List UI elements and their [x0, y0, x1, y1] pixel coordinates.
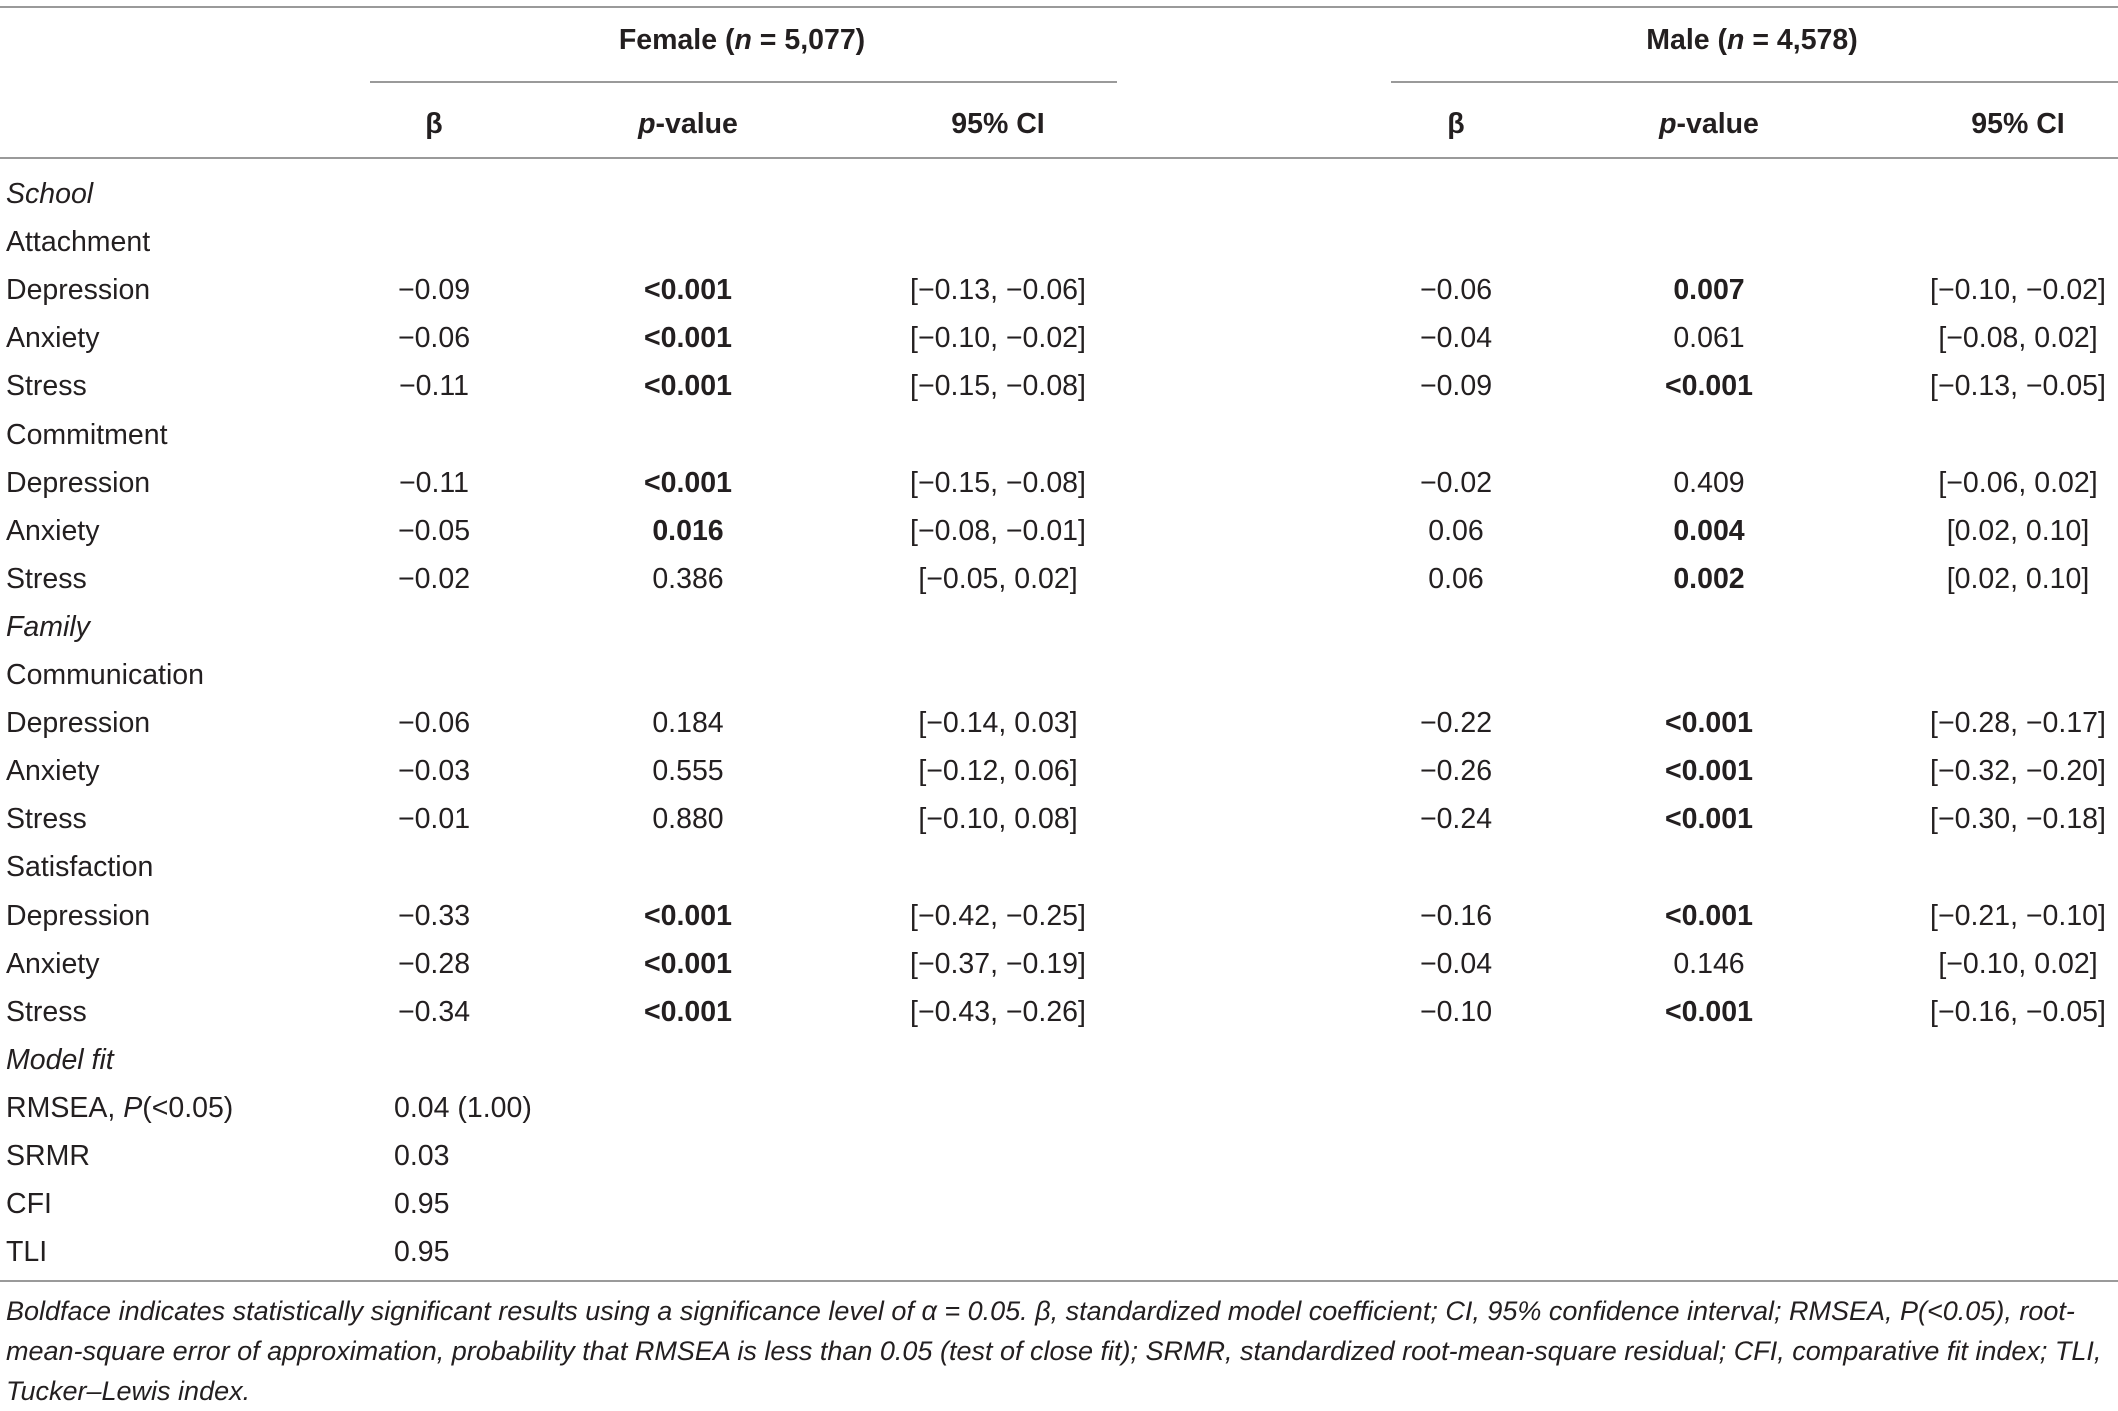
female-p-cell: 0.555	[652, 755, 724, 787]
fit-label: CFI	[6, 1188, 52, 1220]
female-beta-cell: −0.05	[397, 515, 471, 547]
male-beta-cell: 0.06	[1428, 515, 1484, 547]
fit-label: RMSEA, P(<0.05)	[6, 1092, 234, 1124]
female-beta-cell: −0.03	[397, 755, 471, 787]
male-p-cell: 0.004	[1673, 515, 1745, 547]
male-ci-cell: [0.02, 0.10]	[1946, 563, 2090, 595]
male-group-header: Male (n = 4,578)	[1646, 24, 1858, 56]
female-p-cell: <0.001	[644, 467, 732, 499]
female-ci-cell: [−0.13, −0.06]	[910, 274, 1086, 306]
female-group-header: Female (n = 5,077)	[618, 24, 866, 56]
male-p-cell: <0.001	[1665, 996, 1753, 1028]
male-ci-cell: [−0.16, −0.05]	[1930, 996, 2106, 1028]
fit-value: 0.04 (1.00)	[394, 1092, 532, 1124]
female-p-cell: <0.001	[644, 274, 732, 306]
female-ci-cell: [−0.37, −0.19]	[910, 948, 1086, 980]
female-ci-cell: [−0.43, −0.26]	[910, 996, 1086, 1028]
female-ci-cell: [−0.10, 0.08]	[918, 803, 1078, 835]
male-ci-cell: [0.02, 0.10]	[1946, 515, 2090, 547]
section-label: Model fit	[6, 1044, 114, 1076]
female-p-cell: 0.880	[652, 803, 724, 835]
female-beta-cell: −0.06	[397, 707, 471, 739]
male-beta-cell: −0.24	[1419, 803, 1493, 835]
row-label: Depression	[6, 900, 151, 932]
row-label: Stress	[6, 996, 87, 1028]
male-p-cell: 0.002	[1673, 563, 1745, 595]
male-beta-cell: 0.06	[1428, 563, 1484, 595]
female-beta-cell: −0.11	[399, 370, 469, 402]
fit-value: 0.95	[394, 1236, 450, 1268]
male-beta-cell: −0.26	[1419, 755, 1493, 787]
female-ci-cell: [−0.14, 0.03]	[918, 707, 1078, 739]
male-p-header: p-value	[1659, 108, 1759, 140]
male-p-cell: <0.001	[1665, 803, 1753, 835]
female-ci-cell: [−0.10, −0.02]	[910, 322, 1086, 354]
male-p-cell: <0.001	[1665, 900, 1753, 932]
female-group-rule	[370, 81, 1117, 83]
female-ci-cell: [−0.05, 0.02]	[918, 563, 1078, 595]
female-p-header: p-value	[638, 108, 738, 140]
section-label: School	[6, 178, 94, 210]
male-p-cell: <0.001	[1665, 370, 1753, 402]
male-ci-cell: [−0.32, −0.20]	[1930, 755, 2106, 787]
table-bottom-rule	[0, 1280, 2118, 1282]
row-label: Depression	[6, 707, 151, 739]
male-ci-cell: [−0.06, 0.02]	[1938, 467, 2098, 499]
female-beta-cell: −0.02	[397, 563, 471, 595]
subsection-label: Attachment	[6, 226, 151, 258]
fit-value: 0.95	[394, 1188, 450, 1220]
male-beta-cell: −0.22	[1419, 707, 1493, 739]
female-p-cell: <0.001	[644, 996, 732, 1028]
female-beta-cell: −0.11	[399, 467, 469, 499]
female-ci-cell: [−0.15, −0.08]	[910, 370, 1086, 402]
male-p-cell: <0.001	[1665, 755, 1753, 787]
row-label: Anxiety	[6, 755, 100, 787]
fit-value: 0.03	[394, 1140, 450, 1172]
fit-label: SRMR	[6, 1140, 90, 1172]
male-ci-cell: [−0.13, −0.05]	[1930, 370, 2106, 402]
male-beta-cell: −0.09	[1419, 370, 1493, 402]
male-ci-header: 95% CI	[1971, 108, 2065, 140]
female-ci-cell: [−0.42, −0.25]	[910, 900, 1086, 932]
row-label: Anxiety	[6, 948, 100, 980]
female-beta-cell: −0.34	[397, 996, 471, 1028]
male-beta-cell: −0.06	[1419, 274, 1493, 306]
table-footnote: Boldface indicates statistically significant results using a significance level of α = 0.05. β, standardized model coefficient; CI, 95% confidence interval; RMSEA, P(<0.05), root-mean-square error of approximation, probability that RMSEA is less than 0.05 (test of close fit); SRMR, standardized root-mean-square residual; CFI, comparative fit index; TLI, Tucker–Lewis index.	[6, 1296, 2102, 1406]
female-ci-cell: [−0.12, 0.06]	[918, 755, 1078, 787]
male-p-cell: 0.007	[1673, 274, 1745, 306]
male-ci-cell: [−0.10, −0.02]	[1930, 274, 2106, 306]
male-p-cell: 0.061	[1673, 322, 1745, 354]
row-label: Stress	[6, 370, 87, 402]
male-ci-cell: [−0.28, −0.17]	[1930, 707, 2106, 739]
subsection-label: Commitment	[6, 419, 168, 451]
male-beta-cell: −0.10	[1419, 996, 1493, 1028]
section-label: Family	[6, 611, 90, 643]
male-ci-cell: [−0.30, −0.18]	[1930, 803, 2106, 835]
female-ci-cell: [−0.08, −0.01]	[910, 515, 1086, 547]
header-bottom-rule	[0, 157, 2118, 159]
male-p-cell: 0.146	[1673, 948, 1745, 980]
subsection-label: Communication	[6, 659, 204, 691]
row-label: Anxiety	[6, 515, 100, 547]
row-label: Stress	[6, 563, 87, 595]
female-p-cell: <0.001	[644, 322, 732, 354]
row-label: Anxiety	[6, 322, 100, 354]
fit-label: TLI	[6, 1236, 48, 1268]
row-label: Stress	[6, 803, 87, 835]
male-beta-header: β	[1447, 108, 1465, 140]
male-ci-cell: [−0.21, −0.10]	[1930, 900, 2106, 932]
male-beta-cell: −0.16	[1419, 900, 1493, 932]
female-ci-header: 95% CI	[951, 108, 1045, 140]
female-beta-cell: −0.28	[397, 948, 471, 980]
male-group-rule	[1391, 81, 2118, 83]
female-beta-cell: −0.33	[397, 900, 471, 932]
female-p-cell: <0.001	[644, 370, 732, 402]
subsection-label: Satisfaction	[6, 851, 154, 883]
female-p-cell: <0.001	[644, 948, 732, 980]
female-p-cell: 0.184	[652, 707, 724, 739]
female-beta-header: β	[425, 108, 443, 140]
female-ci-cell: [−0.15, −0.08]	[910, 467, 1086, 499]
female-p-cell: 0.016	[652, 515, 724, 547]
male-p-cell: 0.409	[1673, 467, 1745, 499]
female-beta-cell: −0.09	[397, 274, 471, 306]
row-label: Depression	[6, 274, 151, 306]
male-beta-cell: −0.04	[1419, 322, 1493, 354]
female-beta-cell: −0.06	[397, 322, 471, 354]
female-beta-cell: −0.01	[397, 803, 471, 835]
male-p-cell: <0.001	[1665, 707, 1753, 739]
top-rule	[0, 6, 2118, 8]
male-beta-cell: −0.02	[1419, 467, 1493, 499]
row-label: Depression	[6, 467, 151, 499]
female-p-cell: 0.386	[652, 563, 724, 595]
female-p-cell: <0.001	[644, 900, 732, 932]
male-ci-cell: [−0.10, 0.02]	[1938, 948, 2098, 980]
male-ci-cell: [−0.08, 0.02]	[1938, 322, 2098, 354]
male-beta-cell: −0.04	[1419, 948, 1493, 980]
